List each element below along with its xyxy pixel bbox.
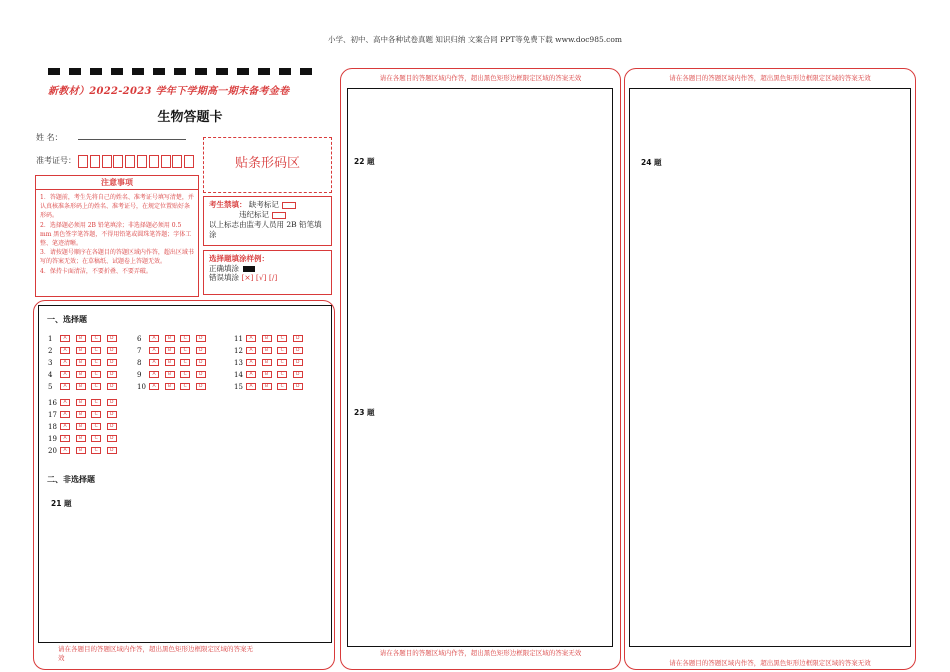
option-bubble-d[interactable]: D [196, 359, 206, 366]
option-bubble-c[interactable]: C [91, 447, 101, 454]
option-bubble-a[interactable]: A [60, 383, 70, 390]
question-number: 7 [137, 346, 142, 355]
option-bubble-a[interactable]: A [246, 347, 256, 354]
option-bubble-b[interactable]: B [165, 383, 175, 390]
notice-item: 1．答题前，考生先将自己的姓名、准考证号填写清楚，并认真核准条形码上的姓名、准考证号，在规定位置贴好条形码。 [40, 194, 194, 220]
option-bubble-a[interactable]: A [60, 371, 70, 378]
question-row [48, 334, 122, 343]
question-number: 16 [48, 398, 57, 407]
panel-middle-top-warning: 请在各题目的答题区域内作答，超出黑色矩形边框限定区域的答案无效 [379, 74, 582, 82]
notice-item: 2．选择题必须用 2B 铅笔填涂；非选择题必须用 0.5 mm 黑色签字笔答题，不得用铅笔或圆珠笔答题；字体工整、笔迹清晰。 [40, 221, 192, 248]
option-bubble-a[interactable]: A [60, 399, 70, 406]
option-bubble-c[interactable]: C [91, 347, 101, 354]
option-bubble-a[interactable]: A [246, 335, 256, 342]
option-bubble-a[interactable]: A [60, 435, 70, 442]
option-bubble-c[interactable]: C [277, 359, 287, 366]
option-bubble-c[interactable]: C [91, 423, 101, 430]
section-choice-heading: 一、选择题 [47, 315, 87, 324]
correct-fill-label: 正确填涂 [209, 263, 239, 273]
option-bubble-b[interactable]: B [76, 347, 86, 354]
option-bubble-a[interactable]: A [246, 359, 256, 366]
answer-area-22-23[interactable] [347, 88, 613, 647]
question-row [48, 382, 122, 391]
option-bubble-b[interactable]: B [76, 447, 86, 454]
option-bubble-b[interactable]: B [76, 435, 86, 442]
option-bubble-d[interactable]: D [293, 383, 303, 390]
option-bubble-c[interactable]: C [180, 371, 190, 378]
option-bubble-a[interactable]: A [149, 371, 159, 378]
question-row [137, 370, 211, 379]
option-bubble-d[interactable]: D [196, 371, 206, 378]
answer-area-24[interactable] [629, 88, 911, 647]
question-number: 14 [234, 370, 243, 379]
question-row [48, 410, 122, 419]
name-label: 姓 名： [36, 133, 63, 142]
option-bubble-b[interactable]: B [76, 359, 86, 366]
option-bubble-a[interactable]: A [60, 359, 70, 366]
section-nonchoice-heading: 二、非选择题 [47, 475, 95, 484]
notice-heading: 注意事项 [36, 176, 198, 190]
question-number: 3 [48, 358, 53, 367]
option-bubble-d[interactable]: D [107, 359, 117, 366]
question-row [48, 398, 122, 407]
option-bubble-d[interactable]: D [107, 423, 117, 430]
question-number: 18 [48, 422, 57, 431]
question-number: 1 [48, 334, 53, 343]
option-bubble-b[interactable]: B [262, 347, 272, 354]
panel-middle-bottom-warning: 请在各题目的答题区域内作答，超出黑色矩形边框限定区域的答案无效 [379, 649, 582, 657]
option-bubble-c[interactable]: C [277, 371, 287, 378]
option-bubble-d[interactable]: D [107, 435, 117, 442]
wrong-fill-marks: [×] [√] [/] [241, 273, 278, 282]
option-bubble-a[interactable]: A [60, 347, 70, 354]
option-bubble-d[interactable]: D [107, 335, 117, 342]
option-bubble-c[interactable]: C [91, 435, 101, 442]
question-row [137, 334, 211, 343]
option-bubble-a[interactable]: A [149, 359, 159, 366]
option-bubble-b[interactable]: B [165, 371, 175, 378]
option-bubble-a[interactable]: A [60, 423, 70, 430]
option-bubble-d[interactable]: D [293, 347, 303, 354]
question-row [234, 382, 308, 391]
question-21-label: 21 题 [51, 499, 72, 508]
absent-label: 缺考标记 [248, 200, 279, 209]
absent-checkbox[interactable] [282, 202, 296, 209]
option-bubble-d[interactable]: D [107, 411, 117, 418]
option-bubble-a[interactable]: A [149, 335, 159, 342]
barcode-area [203, 137, 332, 193]
option-bubble-b[interactable]: B [262, 359, 272, 366]
id-label: 准考证号： [36, 156, 76, 165]
question-number: 15 [234, 382, 243, 391]
option-bubble-d[interactable]: D [293, 371, 303, 378]
option-bubble-b[interactable]: B [165, 347, 175, 354]
option-bubble-c[interactable]: C [180, 335, 190, 342]
question-number: 8 [137, 358, 142, 367]
subject-title: 生物答题卡 [157, 110, 223, 125]
option-bubble-d[interactable]: D [107, 447, 117, 454]
question-number: 13 [234, 358, 243, 367]
question-row [137, 382, 211, 391]
option-bubble-c[interactable]: C [91, 411, 101, 418]
panel-right-bottom-warning: 请在各题目的答题区域内作答，超出黑色矩形边框限定区域的答案无效 [669, 659, 871, 667]
option-bubble-b[interactable]: B [76, 335, 86, 342]
question-24-label: 24 题 [641, 158, 662, 167]
question-row [48, 346, 122, 355]
forbid-label: 考生禁填： [209, 200, 247, 209]
question-number: 10 [137, 382, 146, 391]
question-number: 4 [48, 370, 53, 379]
option-bubble-c[interactable]: C [91, 371, 101, 378]
panel-right-top-warning: 请在各题目的答题区域内作答，超出黑色矩形边框限定区域的答案无效 [669, 74, 871, 82]
option-bubble-b[interactable]: B [76, 371, 86, 378]
question-row [234, 370, 308, 379]
option-bubble-d[interactable]: D [107, 383, 117, 390]
question-row [48, 358, 122, 367]
option-bubble-a[interactable]: A [60, 447, 70, 454]
option-bubble-a[interactable]: A [246, 383, 256, 390]
question-number: 5 [48, 382, 53, 391]
option-bubble-c[interactable]: C [180, 383, 190, 390]
notice-item: 3．请按题号顺序在各题目的答题区域内作答，超出区域书写的答案无效；在草稿纸、试题卷上答题无效。 [40, 249, 194, 266]
question-23-label: 23 题 [354, 408, 375, 417]
fill-example-box [203, 250, 332, 295]
option-bubble-c[interactable]: C [91, 359, 101, 366]
option-bubble-c[interactable]: C [91, 399, 101, 406]
option-bubble-d[interactable]: D [107, 371, 117, 378]
option-bubble-a[interactable]: A [246, 371, 256, 378]
question-row [137, 346, 211, 355]
dashed-border-bar [48, 68, 318, 75]
question-row [48, 446, 122, 455]
option-bubble-b[interactable]: B [76, 383, 86, 390]
fill-example-heading: 选择题填涂样例： [209, 254, 269, 263]
option-bubble-d[interactable]: D [196, 383, 206, 390]
question-row [234, 358, 308, 367]
option-bubble-b[interactable]: B [165, 335, 175, 342]
option-bubble-c[interactable]: C [277, 335, 287, 342]
question-number: 9 [137, 370, 142, 379]
exam-title: 新教材）2022-2023 学年下学期高一期末备考金卷 [48, 86, 290, 97]
answer-area-choice [38, 305, 332, 643]
option-bubble-c[interactable]: C [91, 335, 101, 342]
question-row [234, 346, 308, 355]
option-bubble-c[interactable]: C [277, 347, 287, 354]
option-bubble-b[interactable]: B [76, 399, 86, 406]
option-bubble-b[interactable]: B [76, 423, 86, 430]
option-bubble-c[interactable]: C [91, 383, 101, 390]
forbid-note: 以上标志由监考人员用 2B 铅笔填涂 [209, 220, 322, 239]
option-bubble-d[interactable]: D [196, 347, 206, 354]
option-bubble-b[interactable]: B [262, 383, 272, 390]
option-bubble-d[interactable]: D [107, 399, 117, 406]
option-bubble-b[interactable]: B [262, 335, 272, 342]
proctor-only-box [203, 196, 332, 246]
option-bubble-a[interactable]: A [149, 383, 159, 390]
option-bubble-b[interactable]: B [262, 371, 272, 378]
question-number: 17 [48, 410, 57, 419]
id-number-boxes[interactable] [78, 155, 196, 168]
question-number: 20 [48, 446, 57, 455]
barcode-label: 贴条形码区 [234, 156, 300, 171]
correct-fill-sample [243, 266, 255, 272]
option-bubble-d[interactable]: D [196, 335, 206, 342]
option-bubble-a[interactable]: A [149, 347, 159, 354]
question-number: 2 [48, 346, 53, 355]
name-field[interactable] [78, 139, 186, 140]
option-bubble-d[interactable]: D [293, 359, 303, 366]
option-bubble-b[interactable]: B [76, 411, 86, 418]
wrong-fill-label: 错误填涂 [209, 273, 239, 282]
option-bubble-a[interactable]: A [60, 335, 70, 342]
notice-box [35, 175, 199, 297]
question-number: 19 [48, 434, 57, 443]
panel-left-warning: 请在各题目的答题区域内作答，超出黑色矩形边框限定区域的答案无 效 [58, 645, 253, 662]
option-bubble-d[interactable]: D [293, 335, 303, 342]
violation-checkbox[interactable] [272, 212, 286, 219]
question-row [48, 434, 122, 443]
question-number: 11 [234, 334, 243, 343]
option-bubble-c[interactable]: C [277, 383, 287, 390]
option-bubble-d[interactable]: D [107, 347, 117, 354]
option-bubble-c[interactable]: C [180, 359, 190, 366]
option-bubble-b[interactable]: B [165, 359, 175, 366]
option-bubble-a[interactable]: A [60, 411, 70, 418]
notice-item: 4．保持卡面清洁，不要折叠、不要弄破。 [40, 267, 152, 275]
site-header: 小学、初中、高中各种试卷真题 知识归纳 文案合同 PPT等免费下载 www.doc985.com [328, 35, 622, 44]
question-number: 12 [234, 346, 243, 355]
question-number: 6 [137, 334, 142, 343]
question-row [48, 370, 122, 379]
question-row [137, 358, 211, 367]
violation-label: 违纪标记 [239, 210, 269, 219]
option-bubble-c[interactable]: C [180, 347, 190, 354]
question-row [48, 422, 122, 431]
question-22-label: 22 题 [354, 157, 375, 166]
question-row [234, 334, 308, 343]
